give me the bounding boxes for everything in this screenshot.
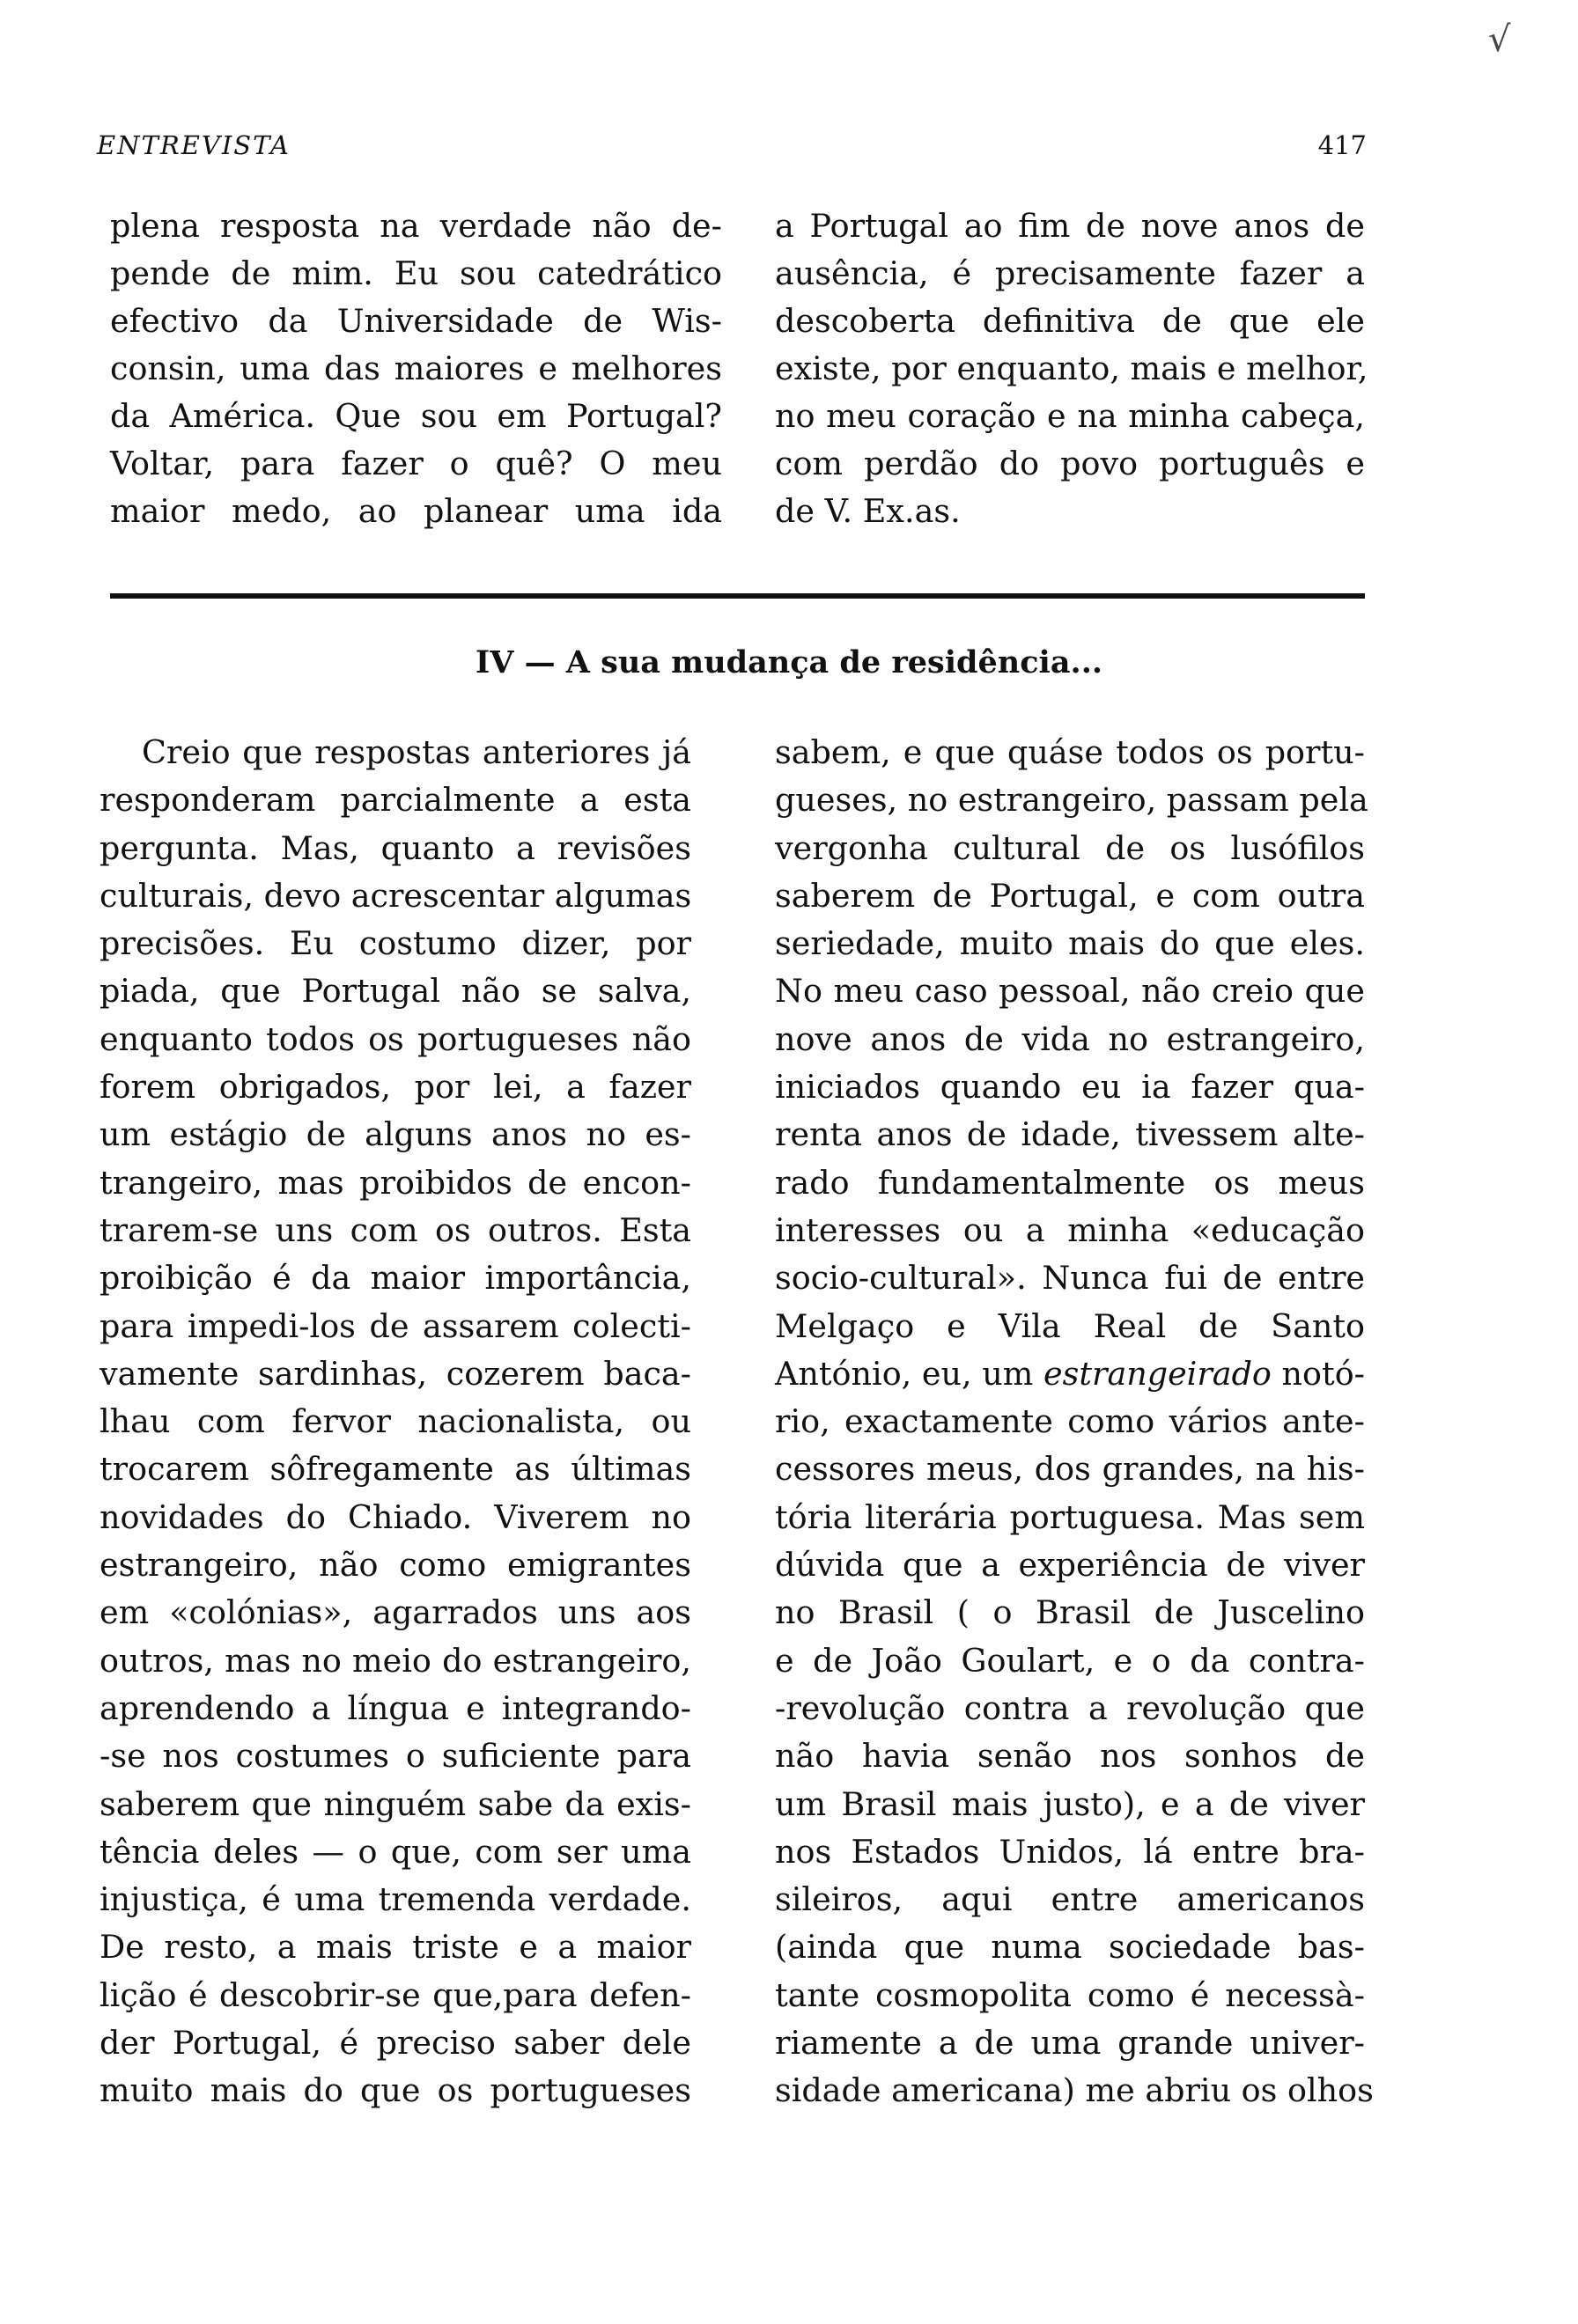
text-line: no Brasil ( o Brasil de Juscelino xyxy=(775,1593,1365,1632)
text-line: responderam parcialmente a esta xyxy=(100,781,691,820)
text-line: iniciados quando eu ia fazer qua- xyxy=(775,1068,1365,1107)
text-line: riamente a de uma grande univer- xyxy=(775,2024,1365,2063)
text-line: não havia senão nos sonhos de xyxy=(775,1737,1365,1776)
running-head: ENTREVISTA xyxy=(97,130,291,160)
text-line: -revolução contra a revolução que xyxy=(775,1688,1365,1727)
text-line: renta anos de idade, tivessem alte- xyxy=(775,1115,1365,1154)
text-line: dúvida que a experiência de viver xyxy=(775,1546,1365,1585)
top-right-column xyxy=(775,202,1368,535)
text-line: (ainda que numa sociedade bas- xyxy=(775,1928,1365,1967)
text-line: saberem de Portugal, e com outra xyxy=(775,876,1365,915)
text-line: aprendendo a língua e integrando- xyxy=(100,1688,691,1727)
text-fragment: António, eu, um xyxy=(775,1354,1043,1393)
text-line: existe, por enquanto, mais e melhor, xyxy=(775,349,1368,387)
text-line: e de João Goulart, e o da contra- xyxy=(775,1641,1365,1680)
text-line: ausência, é precisamente fazer a xyxy=(775,254,1365,292)
text-line: sileiros, aqui entre americanos xyxy=(775,1880,1365,1919)
text-line: em «colónias», agarrados uns aos xyxy=(100,1593,691,1632)
text-line: de V. Ex.as. xyxy=(775,492,961,530)
section-divider xyxy=(110,593,1365,599)
text-line: Melgaço e Vila Real de Santo xyxy=(775,1306,1365,1345)
text-line: forem obrigados, por lei, a fazer xyxy=(100,1068,691,1107)
text-line: plena resposta na verdade não de- xyxy=(110,207,722,245)
text-line: tante cosmopolita como é necessà- xyxy=(775,1975,1365,2014)
text-line: para impedi-los de assarem colecti- xyxy=(100,1306,691,1345)
text-line: cessores meus, dos grandes, na his- xyxy=(775,1450,1365,1489)
text-line: novidades do Chiado. Viverem no xyxy=(100,1497,691,1536)
text-line: der Portugal, é preciso saber dele xyxy=(100,2024,691,2063)
text-line xyxy=(775,1350,1365,1398)
text-line: De resto, a mais triste e a maior xyxy=(100,1928,691,1967)
text-line: No meu caso pessoal, não creio que xyxy=(775,972,1365,1011)
text-line: nos Estados Unidos, lá entre bra- xyxy=(775,1832,1365,1871)
text-line: pergunta. Mas, quanto a revisões xyxy=(100,828,691,867)
text-line: efectivo da Universidade de Wis- xyxy=(110,302,722,340)
text-line: estrangeiro, não como emigrantes xyxy=(100,1546,691,1585)
text-line: socio-cultural». Nunca fui de entre xyxy=(775,1259,1365,1298)
text-line: maior medo, ao planear uma ida xyxy=(110,492,722,530)
text-line: lição é descobrir-se que,para defen- xyxy=(100,1975,691,2014)
text-line: enquanto todos os portugueses não xyxy=(100,1019,691,1058)
text-line: gueses, no estrangeiro, passam pela xyxy=(775,781,1368,820)
text-line: lhau com fervor nacionalista, ou xyxy=(100,1402,691,1441)
text-line: no meu coração e na minha cabeça, xyxy=(775,397,1365,435)
text-line: culturais, devo acrescentar algumas xyxy=(100,876,692,915)
text-line: muito mais do que os portugueses xyxy=(100,2071,691,2110)
text-line: rado fundamentalmente os meus xyxy=(775,1163,1365,1202)
text-line: Creio que respostas anteriores já xyxy=(142,733,691,771)
text-line: descoberta definitiva de que ele xyxy=(775,302,1365,340)
text-line: Voltar, para fazer o quê? O meu xyxy=(110,445,722,482)
text-line: proibição é da maior importância, xyxy=(100,1259,691,1298)
text-line: da América. Que sou em Portugal? xyxy=(110,397,722,435)
page-number: 417 xyxy=(1317,130,1367,160)
text-line: sidade americana) me abriu os olhos xyxy=(775,2071,1374,2110)
corner-check-mark: √ xyxy=(1488,19,1511,60)
text-line: trangeiro, mas proibidos de encon- xyxy=(100,1163,691,1202)
text-line: interesses ou a minha «educação xyxy=(775,1210,1365,1249)
text-line: piada, que Portugal não se salva, xyxy=(100,972,691,1011)
text-line: consin, uma das maiores e melhores xyxy=(110,349,722,387)
text-line: um Brasil mais justo), e a de viver xyxy=(775,1784,1365,1823)
text-line: -se nos costumes o suficiente para xyxy=(100,1737,691,1776)
text-line: rio, exactamente como vários ante- xyxy=(775,1402,1365,1441)
text-line: saberem que ninguém sabe da exis- xyxy=(100,1784,691,1823)
text-line: vergonha cultural de os lusófilos xyxy=(775,828,1365,867)
text-line: tória literária portuguesa. Mas sem xyxy=(775,1497,1365,1536)
text-line: outros, mas no meio do estrangeiro, xyxy=(100,1641,691,1680)
section-title: IV — A sua mudança de residência... xyxy=(475,644,1103,680)
text-line: injustiça, é uma tremenda verdade. xyxy=(100,1880,691,1919)
text-line: trocarem sôfregamente as últimas xyxy=(100,1450,691,1489)
italic-term: estrangeirado xyxy=(1043,1354,1272,1393)
text-line: seriedade, muito mais do que eles. xyxy=(775,924,1365,963)
text-line: um estágio de alguns anos no es- xyxy=(100,1115,691,1154)
text-fragment: notó- xyxy=(1271,1354,1365,1393)
text-line: com perdão do povo português e xyxy=(775,445,1365,482)
text-line: trarem-se uns com os outros. Esta xyxy=(100,1210,691,1249)
text-line: a Portugal ao fim de nove anos de xyxy=(775,207,1365,245)
text-line: precisões. Eu costumo dizer, por xyxy=(100,924,691,963)
top-left-column xyxy=(110,202,722,535)
text-line: pende de mim. Eu sou catedrático xyxy=(110,254,722,292)
text-line: vamente sardinhas, cozerem baca- xyxy=(100,1354,691,1393)
text-line: tência deles — o que, com ser uma xyxy=(100,1832,691,1871)
text-line: nove anos de vida no estrangeiro, xyxy=(775,1019,1365,1058)
text-line: sabem, e que quáse todos os portu- xyxy=(775,733,1365,771)
bottom-right-column xyxy=(775,729,1374,2115)
bottom-left-column xyxy=(100,729,691,2115)
